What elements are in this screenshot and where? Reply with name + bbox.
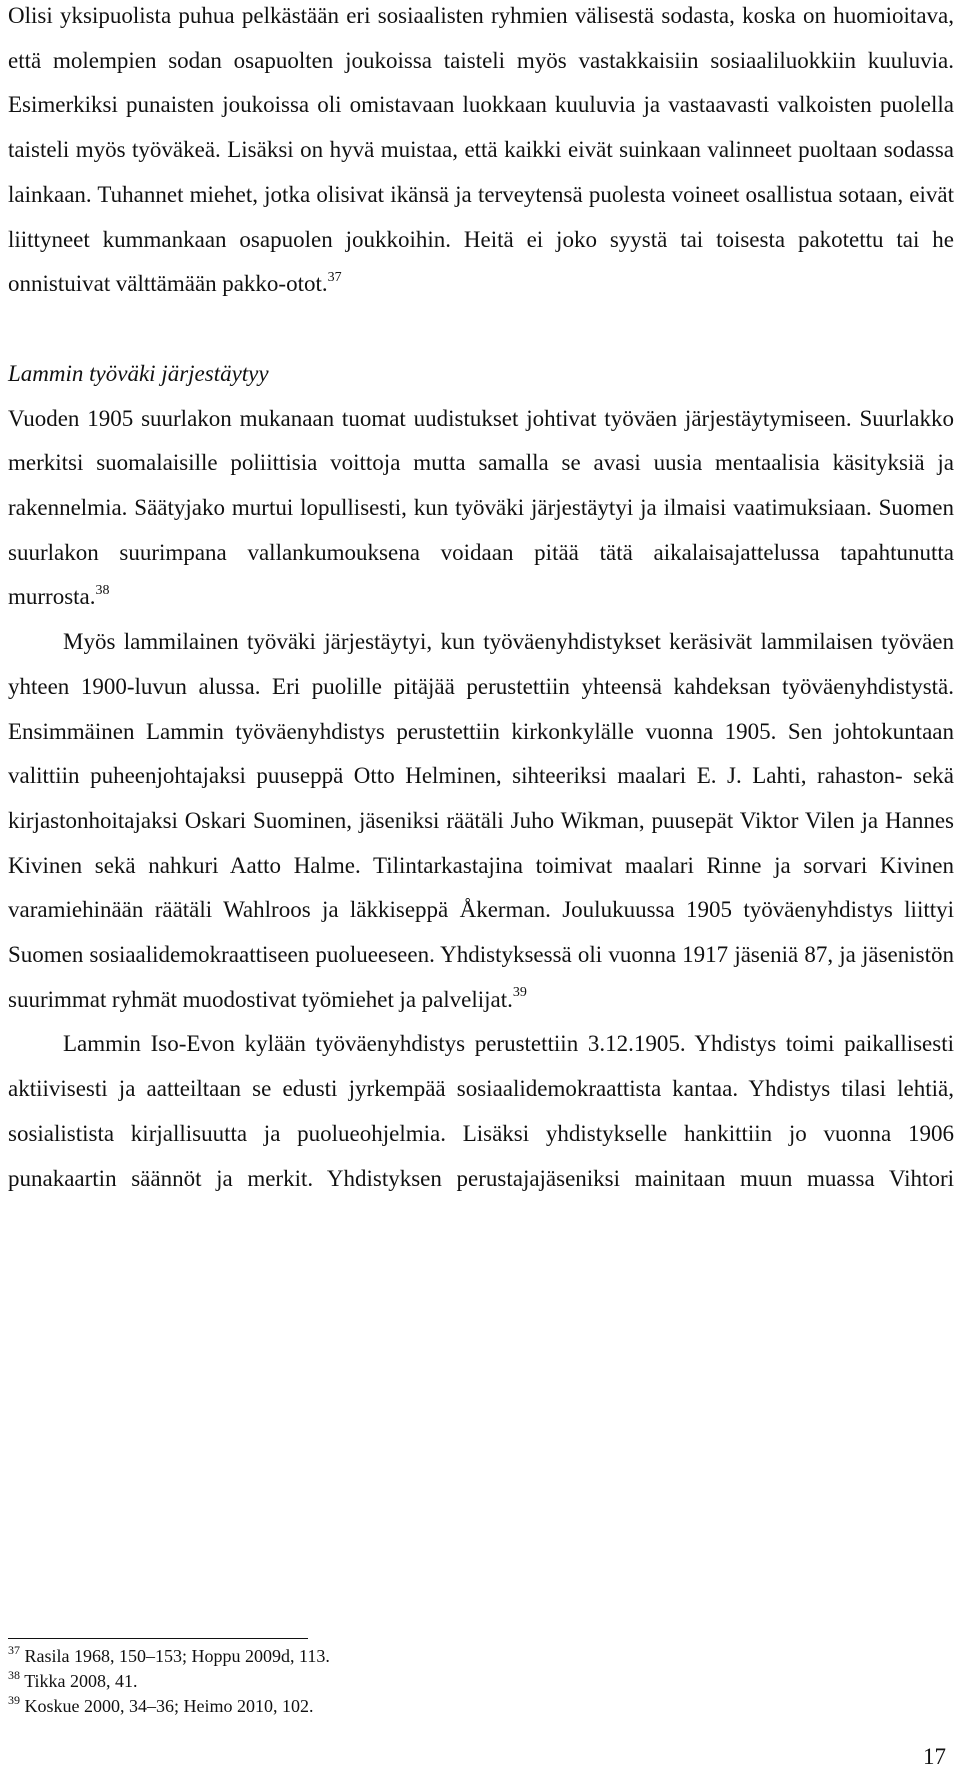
- paragraph-1: [8, 0, 954, 307]
- paragraph-2: [8, 397, 954, 621]
- footnote-number: 37: [8, 1643, 20, 1657]
- footnote-text: Tikka 2008, 41.: [24, 1671, 138, 1691]
- section-heading: Lammin työväki järjestäytyy: [8, 360, 269, 386]
- paragraph-2-text: Vuoden 1905 suurlakon mukanaan tuomat uudistukset johtivat työväen järjestäytymiseen. Suurlakko merkitsi suomalaisille poliittisia voittoja mutta samalla se avasi uusia mentaalisia käsityksiä ja rakennelmia. Säätyjako murtui lopullisesti, kun työväki järjestäytyi ja ilmaisi vaatimuksiaan. Suomen suurlakon suurimpana vallankumouksena voidaan pitää tätä aikalaisajattelussa tapahtunutta murrosta.: [8, 405, 954, 610]
- footnote-ref-38: 38: [95, 582, 110, 598]
- footnote-number: 38: [8, 1668, 20, 1682]
- paragraph-4-text: Lammin Iso-Evon kylään työväenyhdistys perustettiin 3.12.1905. Yhdistys toimi paikallisesti aktiivisesti ja aatteiltaan se edusti jyrkempää sosiaalidemokraattista kantaa. Yhdistys tilasi lehtiä, sosialistista kirjallisuutta ja puolueohjelmia. Lisäksi yhdistykselle hankittiin jo vuonna 1906 punakaartin säännöt ja merkit. Yhdistyksen perustajajäseniksi mainitaan muun muassa Vihtori: [8, 1031, 954, 1191]
- footnote-37: [8, 1644, 708, 1669]
- footnote-number: 39: [8, 1693, 20, 1707]
- footnote-38: [8, 1669, 708, 1694]
- paragraph-1-text: Olisi yksipuolista puhua pelkästään eri sosiaalisten ryhmien välisestä sodasta, koska on huomioitava, että molempien sodan osapuolten joukoissa taisteli myös vastakkaisiin sosiaaliluokkiin kuuluvia. Esimerkiksi punaisten joukoissa oli omistavaan luokkaan kuuluvia ja vastaavasti valkoisten puolella taisteli myös työväkeä. Lisäksi on hyvä muistaa, että kaikki eivät suinkaan valinneet puoltaan sodassa lainkaan. Tuhannet miehet, jotka olisivat ikänsä ja terveytensä puolesta voineet osallistua sotaan, eivät liittyneet kummankaan osapuolen joukkoihin. Heitä ei joko syystä tai toisesta pakotettu tai he onnistuivat välttämään pakko-otot.: [8, 3, 954, 297]
- footnote-text: Koskue 2000, 34–36; Heimo 2010, 102.: [24, 1696, 314, 1716]
- paragraph-4: [8, 1022, 954, 1201]
- footnote-ref-39: 39: [512, 985, 527, 1001]
- footnote-text: Rasila 1968, 150–153; Hoppu 2009d, 113.: [24, 1646, 330, 1666]
- paragraph-3-text: Myös lammilainen työväki järjestäytyi, kun työväenyhdistykset keräsivät lammilaisen työväen yhteen 1900-luvun alussa. Eri puolille pitäjää perustettiin yhteensä kahdeksan työväenyhdistystä. Ensimmäinen Lammin työväenyhdistys perustettiin kirkonkylälle vuonna 1905. Sen johtokuntaan valittiin puheenjohtajaksi puuseppä Otto Helminen, sihteeriksi maalari E. J. Lahti, rahaston- sekä kirjastonhoitajaksi Oskari Suominen, jäseniksi räätäli Juho Wikman, puusepät Viktor Vilen ja Hannes Kivinen sekä nahkuri Aatto Halme. Tilintarkastajina toimivat maalari Rinne ja sorvari Kivinen varamiehinään räätäli Wahlroos ja läkkiseppä Åkerman. Joulukuussa 1905 työväenyhdistys liittyi Suomen sosiaalidemokraattiseen puolueeseen. Yhdistyksessä oli vuonna 1917 jäseniä 87, ja jäsenistön suurimmat ryhmät muodostivat työmiehet ja palvelijat.: [8, 629, 954, 1012]
- footnotes: [8, 1644, 708, 1719]
- footnote-39: [8, 1694, 708, 1719]
- footnote-separator: [8, 1638, 308, 1639]
- footnote-ref-37: 37: [327, 269, 342, 285]
- body-text: [8, 0, 954, 1201]
- page-number: 17: [923, 1744, 946, 1769]
- paragraph-3: [8, 620, 954, 1022]
